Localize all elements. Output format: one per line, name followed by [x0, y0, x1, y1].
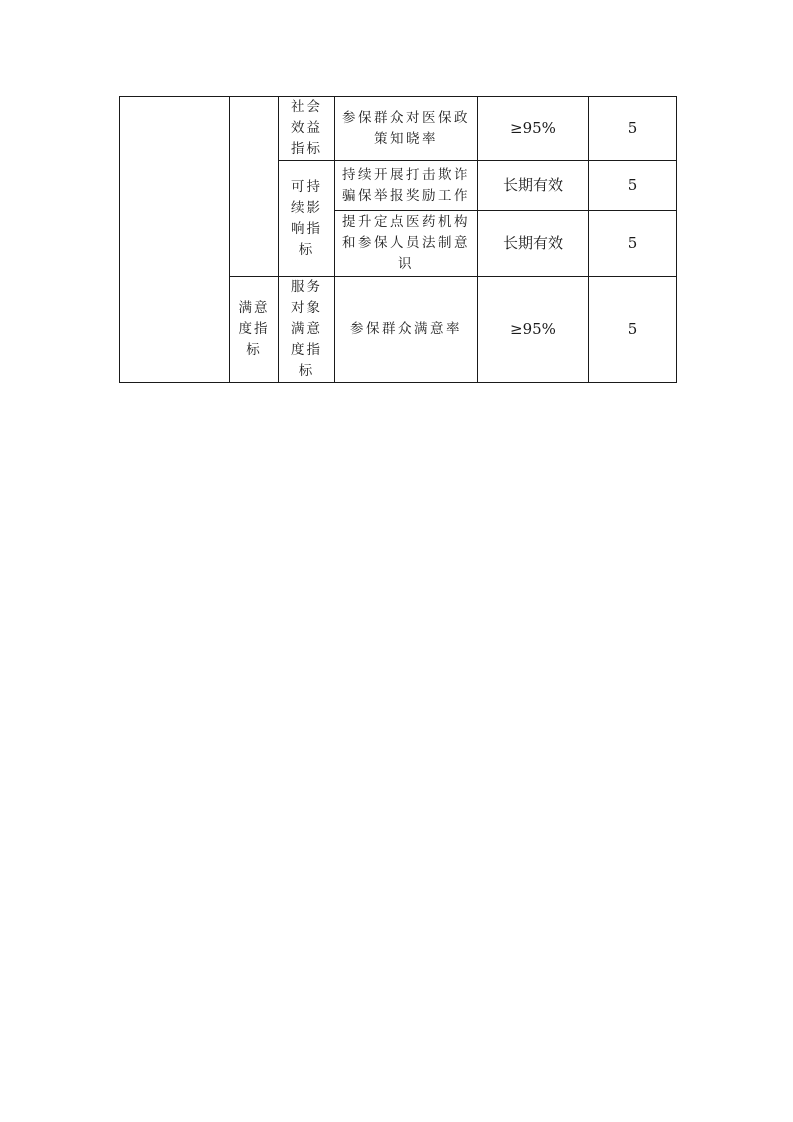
- tertiary-indicator-cell: 社会效益指标: [279, 97, 335, 161]
- indicator-content-cell: 参保群众对医保政策知晓率: [335, 97, 478, 161]
- indicator-score-cell: 5: [589, 97, 677, 161]
- indicator-content-cell: 持续开展打击欺诈骗保举报奖励工作: [335, 161, 478, 211]
- indicator-score-cell: 5: [589, 277, 677, 383]
- indicator-score-cell: 5: [589, 211, 677, 277]
- tertiary-indicator-cell: 服务对象满意度指标: [279, 277, 335, 383]
- indicator-target-cell: 长期有效: [478, 161, 589, 211]
- secondary-indicator-cell: [230, 97, 279, 277]
- indicator-target-cell: ≥95%: [478, 97, 589, 161]
- indicator-content-cell: 参保群众满意率: [335, 277, 478, 383]
- secondary-indicator-cell: 满意度指标: [230, 277, 279, 383]
- table-row: [120, 97, 677, 161]
- indicator-target-cell: ≥95%: [478, 277, 589, 383]
- primary-indicator-cell: [120, 97, 230, 383]
- indicator-target-cell: 长期有效: [478, 211, 589, 277]
- indicator-content-cell: 提升定点医药机构和参保人员法制意识: [335, 211, 478, 277]
- indicator-score-cell: 5: [589, 161, 677, 211]
- tertiary-indicator-cell: 可持续影响指标: [279, 161, 335, 277]
- performance-indicator-table: [119, 96, 677, 383]
